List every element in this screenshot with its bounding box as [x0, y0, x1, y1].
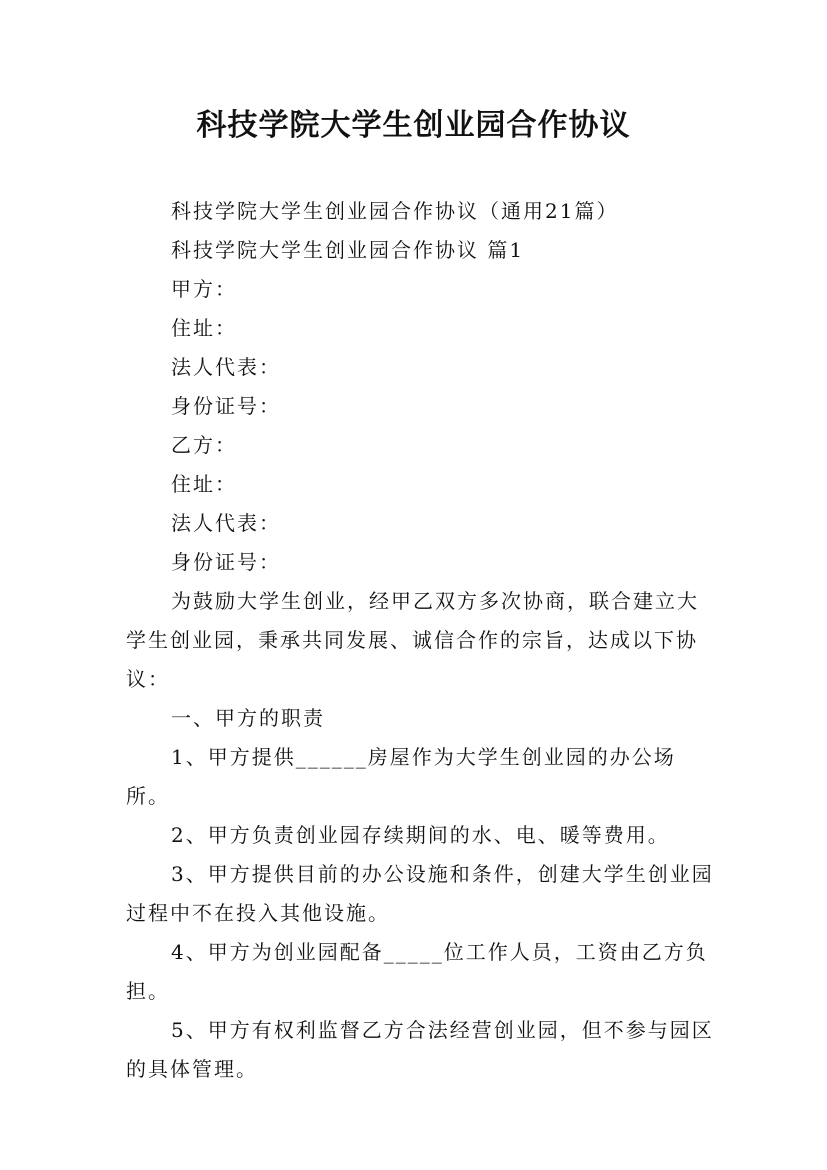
- party-b-id-number: 身份证号：: [171, 550, 281, 574]
- clause-1: 1、甲方提供______房屋作为大学生创业园的办公场所。: [126, 745, 676, 808]
- clause-2: 2、甲方负责创业园存续期间的水、电、暖等费用。: [171, 823, 670, 847]
- clause-5: 5、甲方有权利监督乙方合法经营创业园，但不参与园区的具体管理。: [126, 1018, 714, 1081]
- paragraph-section-heading: 科技学院大学生创业园合作协议 篇1: [171, 238, 525, 262]
- party-b-label: 乙方：: [171, 433, 237, 457]
- document-body: [126, 192, 716, 1089]
- party-b-legal-rep: 法人代表：: [171, 511, 281, 535]
- party-a-legal-rep: 法人代表：: [171, 355, 281, 379]
- party-a-id-number: 身份证号：: [171, 394, 281, 418]
- party-b-address: 住址：: [171, 472, 237, 496]
- clause-3: 3、甲方提供目前的办公设施和条件，创建大学生创业园过程中不在投入其他设施。: [126, 862, 714, 925]
- paragraph-subtitle: 科技学院大学生创业园合作协议（通用21篇）: [171, 199, 619, 223]
- document-title: 科技学院大学生创业园合作协议: [196, 108, 631, 143]
- party-a-address: 住址：: [171, 316, 237, 340]
- section-heading-party-a-duties: 一、甲方的职责: [171, 706, 325, 730]
- preamble-paragraph: 为鼓励大学生创业，经甲乙双方多次协商，联合建立大学生创业园，秉承共同发展、诚信合作的宗旨，达成以下协议：: [126, 589, 699, 691]
- clause-4: 4、甲方为创业园配备_____位工作人员，工资由乙方负担。: [126, 940, 708, 1003]
- party-a-label: 甲方：: [171, 277, 237, 301]
